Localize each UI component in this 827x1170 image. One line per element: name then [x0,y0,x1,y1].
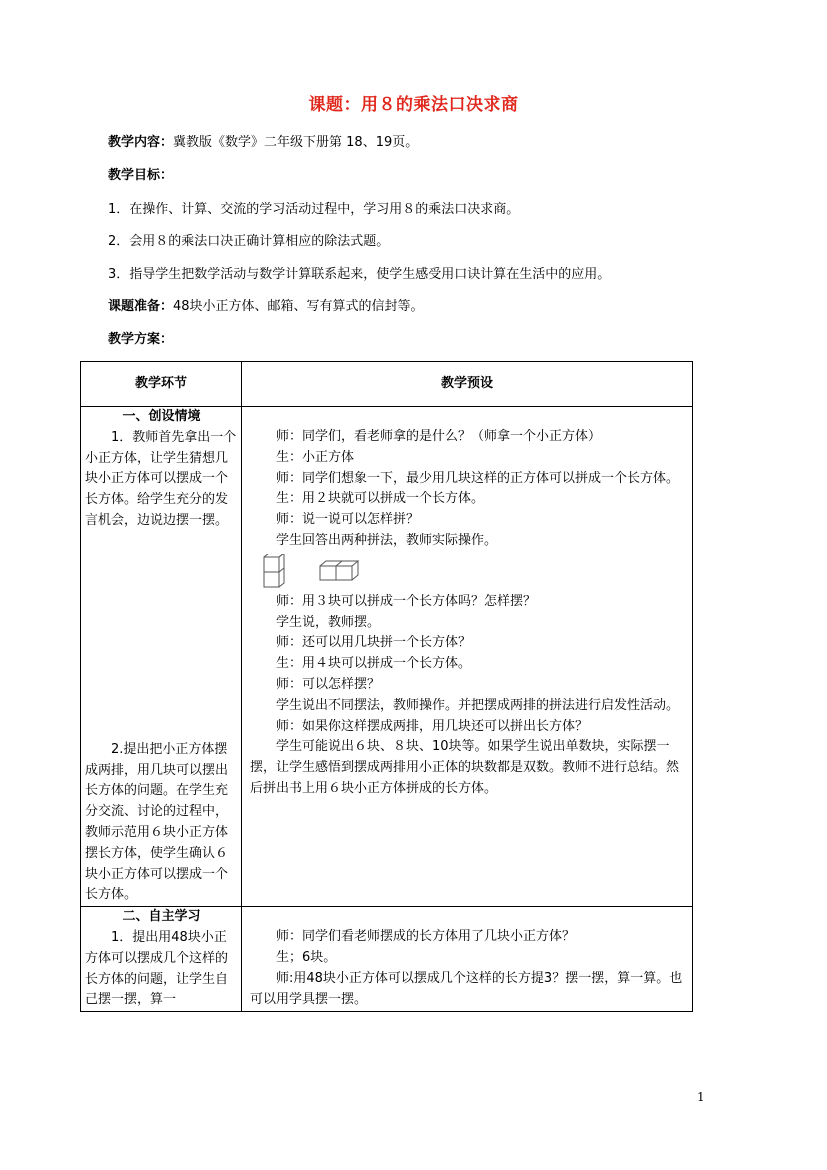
vertical-two-cubes [264,554,284,587]
dialogue-line: 生；6块。 [276,949,337,965]
goals-label: 教学目标： [108,168,174,183]
header-stage: 教学环节 [81,362,242,407]
table-row-section1 [81,407,693,907]
cube-figure [262,554,372,592]
preset-cell-section2 [242,907,693,1012]
document-title: 课题：用８的乘法口决求商 [308,95,519,115]
dialogue-line: 师:用48块小正方体可以摆成几个这样的长方提3？摆一摆，算一算。也可以用学具摆一摆。 [250,970,683,1007]
dialogue-line: 师：用３块可以拼成一个长方体吗？怎样摆？ [276,593,537,609]
content-text: 冀教版《数学》二年级下册第 18、19页。 [173,135,419,150]
dialogue-line: 生：用４块可以拼成一个长方体。 [276,656,472,672]
prep-text: 48块小正方体、邮箱、写有算式的信封等。 [173,299,424,314]
dialogue-line: 师：还可以用几块拼一个长方体？ [276,635,472,651]
dialogue-line: 师：同学们，看老师拿的是什么？（师拿一个小正方体） [276,429,602,444]
dialogue-line: 学生回答出两种拼法，教师实际操作。 [276,532,498,548]
dialogue-line: 师：如果你这样摆成两排，用几块还可以拼出长方体？ [276,718,589,734]
goal-item-3: 3．指导学生把数学活动与数学计算联系起来，使学生感受用口诀计算在生活中的应用。 [108,267,611,282]
dialogue-line: 学生说出不同摆法，教师操作。并把摆成两排的拼法进行启发性活动。 [276,697,680,713]
dialogue-line: 师：同学们看老师摆成的长方体用了几块小正方体？ [276,929,576,945]
preset-cell-section1 [242,407,693,907]
content-label: 教学内容： [108,135,174,150]
table-header-row [81,362,693,407]
teaching-plan-table [80,361,693,1012]
dialogue-line: 学生可能说出６块、８块、10块等。如果学生说出单数块，实际摆一摆，让学生感悟到摆成两排用小正体的块数都是双数。教师不进行总结。然后拼出书上用６块小正方体拼成的长方体。 [250,739,680,796]
plan-label: 教学方案： [108,332,174,347]
prep-label: 课题准备： [108,299,174,314]
section2-title: 二、自主学习 [122,909,201,925]
content-line [108,134,418,152]
section2-step1: 1．提出用48块小正方体可以摆成几个这样的长方体的问题，让学生自己摆一摆，算一 [85,929,229,1008]
dialogue-line: 生：小正方体 [276,449,355,465]
stage-cell-section2 [81,907,242,1012]
section1-step2: 2.提出把小正方体摆成两排，用几块可以摆出长方体的问题。在学生充分交流、讨论的过程中，教师示范用６块小正方体摆长方体，使学生确认６块小正方体可以摆成一个长方体。 [85,741,229,903]
horizontal-two-cubes [320,561,358,580]
page-number: 1 [697,1090,705,1104]
section1-title: 一、创设情境 [122,409,201,424]
goal-item-1: 1．在操作、计算、交流的学习活动过程中，学习用８的乘法口决求商。 [108,202,520,217]
dialogue-line: 学生说，教师摆。 [276,614,381,630]
dialogue-line: 师：说一说可以怎样拼？ [276,512,420,528]
stage-cell-section1 [81,407,242,907]
header-preset: 教学预设 [242,362,693,407]
prep-line [108,298,424,316]
table-row-section2 [81,907,693,1012]
dialogue-line: 生：用２块就可以拼成一个长方体。 [276,491,485,507]
section1-step1: 1．教师首先拿出一个小正方体，让学生猜想几块小正方体可以摆成一个长方体。给学生充分的发言机会，边说边摆一摆。 [85,429,237,528]
dialogue-line: 师：可以怎样摆？ [276,676,381,692]
cube-arrangement-figure [262,554,686,592]
goal-item-2: 2．会用８的乘法口决正确计算相应的除法式题。 [108,234,390,249]
dialogue-line: 师：同学们想象一下，最少用几块这样的正方体可以拼成一个长方体。 [276,470,680,486]
